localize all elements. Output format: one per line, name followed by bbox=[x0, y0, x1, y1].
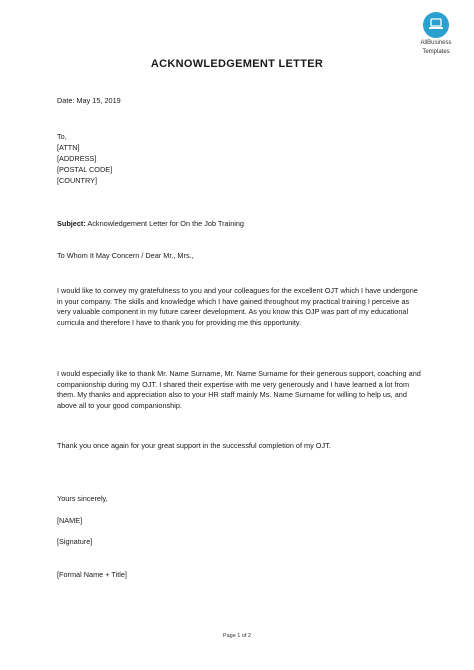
address-street: [ADDRESS] bbox=[57, 154, 97, 163]
sender-name: [NAME] bbox=[57, 516, 83, 525]
page-number: Page 1 of 2 bbox=[222, 633, 252, 639]
subject-text: Acknowledgement Letter for On the Job Training bbox=[85, 219, 244, 228]
address-to: To, bbox=[57, 132, 67, 141]
body-paragraph-1: I would like to convey my gratefulness to you and your colleagues for the excellent OJT which I have undergone in your company. The skills and knowledge which I have gained throughout my practical training I perceive as very valuable component in my future career development. As you know this OJP was part of my educational curricula and therefore I have to thank you for providing me this opportunity. bbox=[57, 286, 418, 327]
subject-label: Subject: bbox=[57, 219, 86, 228]
body-paragraph-3: Thank you once again for your great support in the successful completion of my OJT. bbox=[57, 441, 331, 450]
address-postal-code: [POSTAL CODE] bbox=[57, 165, 113, 174]
closing: Yours sincerely, bbox=[57, 494, 108, 503]
allbusiness-logo bbox=[414, 12, 458, 56]
logo-line1: AllBusiness bbox=[420, 40, 452, 46]
greeting: To Whom It May Concern / Dear Mr., Mrs., bbox=[57, 251, 194, 260]
address-country: [COUNTRY] bbox=[57, 176, 98, 185]
logo-line2: Templates bbox=[422, 49, 450, 55]
laptop-icon bbox=[423, 12, 449, 38]
body-paragraph-2: I would especially like to thank Mr. Name Surname, Mr. Name Surname for their generous support, coaching and companionship during my OJT. I shared their expertise with me very generously and I have learned a lot from them. My thanks and appreciation also to your HR staff mainly Ms. Name Surname for willing to help us, and above all to your good companionship. bbox=[57, 369, 421, 410]
letter-title: ACKNOWLEDGEMENT LETTER bbox=[150, 58, 324, 70]
formal-name-title: [Formal Name + Title] bbox=[57, 570, 127, 579]
letter-date: Date: May 15, 2019 bbox=[57, 96, 121, 105]
signature: [Signature] bbox=[57, 537, 93, 546]
subject-line bbox=[57, 219, 244, 230]
address-attn: [ATTN] bbox=[57, 143, 80, 152]
